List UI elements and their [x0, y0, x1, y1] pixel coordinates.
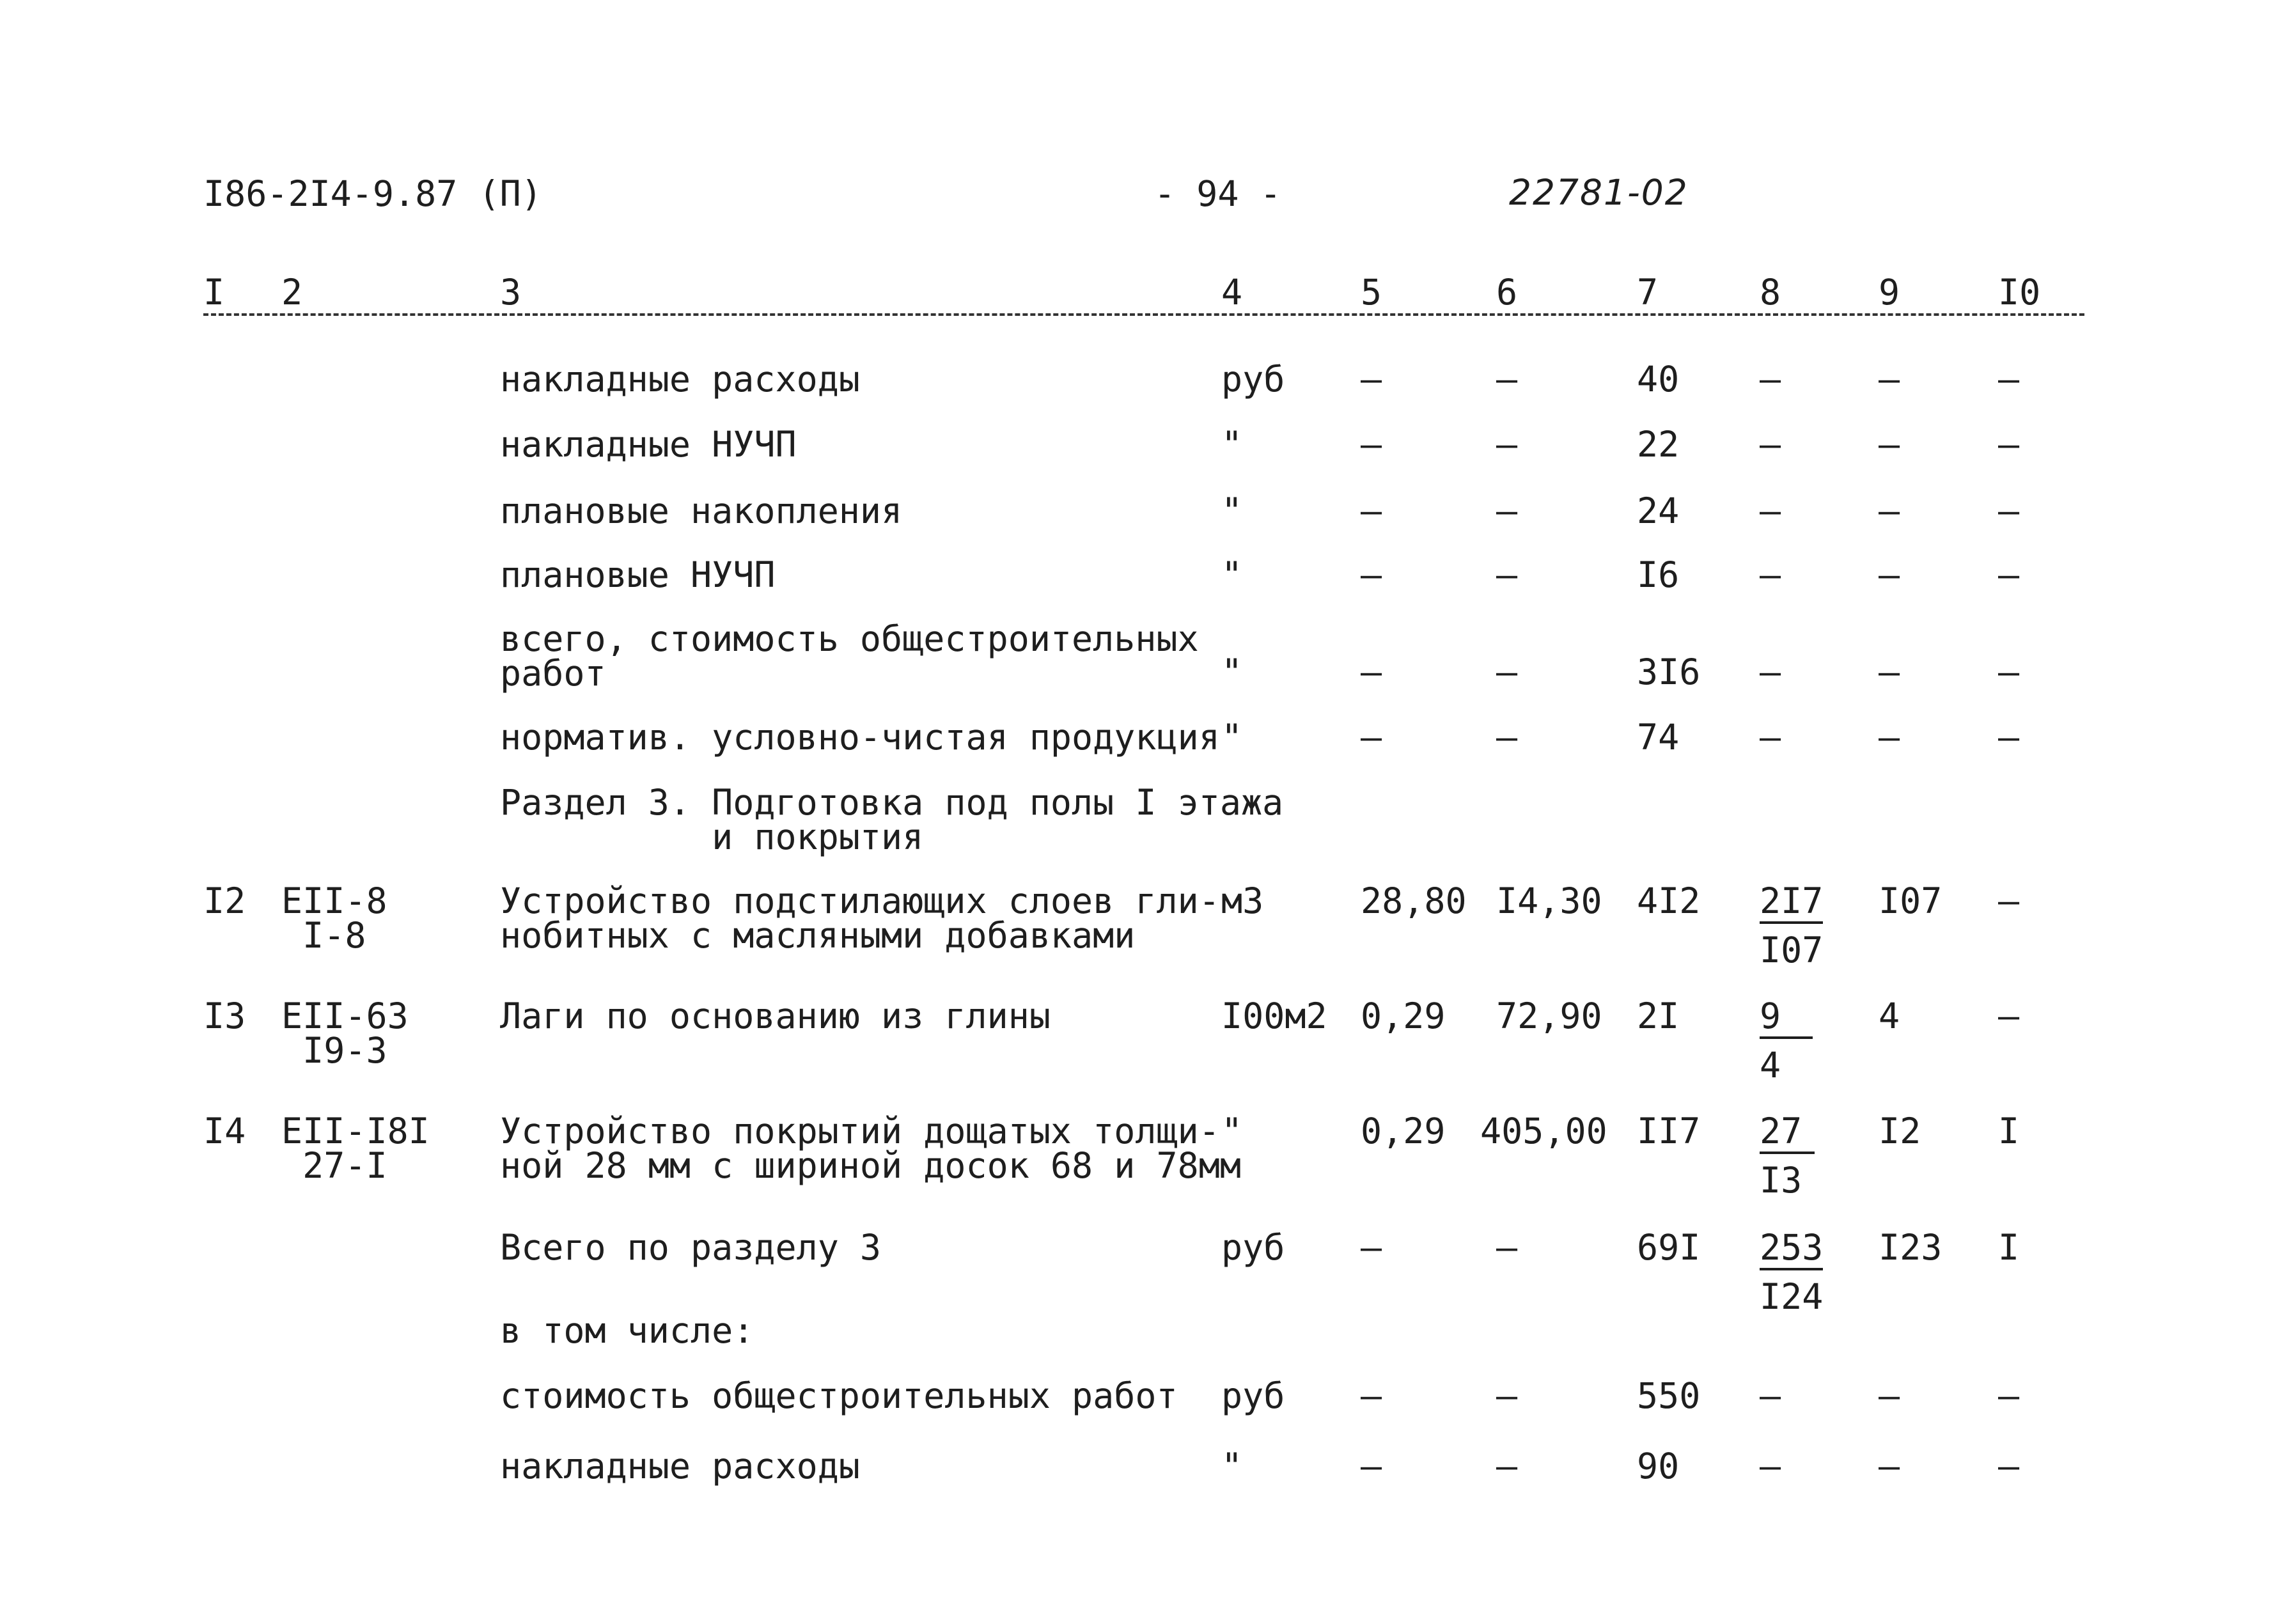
row-description-line1: Устройство покрытий дощатых толщи-	[500, 1111, 1220, 1152]
column-header: I0	[1998, 272, 2041, 313]
row-unit: "	[1221, 554, 1243, 595]
row-col5: –	[1361, 554, 1382, 595]
row-unit: м3	[1221, 880, 1264, 921]
fraction-denominator: I3	[1760, 1160, 1802, 1201]
row-unit: "	[1221, 490, 1243, 531]
row-col10: –	[1998, 1446, 2020, 1487]
section-title-line2: и покрытия	[500, 816, 924, 857]
fraction-numerator: 27	[1760, 1114, 1815, 1154]
fraction-denominator: I24	[1760, 1276, 1824, 1317]
row-col6: –	[1496, 424, 1518, 465]
fraction-numerator: 2I7	[1760, 884, 1823, 924]
row-col6: –	[1496, 490, 1518, 531]
row-col5: 0,29	[1361, 995, 1446, 1036]
fraction-denominator: 4	[1760, 1045, 1781, 1086]
row-number: I4	[203, 1111, 246, 1152]
row-col9: I2	[1879, 1111, 1921, 1152]
row-col8: –	[1760, 1375, 1781, 1416]
row-unit: I00м2	[1221, 995, 1327, 1036]
row-col7: 3I6	[1637, 652, 1701, 692]
row-col10: –	[1998, 1375, 2020, 1416]
row-col7: 4I2	[1637, 880, 1701, 921]
row-col7: 2I	[1637, 995, 1680, 1036]
row-code-line2: I9-3	[281, 1030, 387, 1071]
row-description: в том числе:	[500, 1310, 754, 1351]
row-description-line2: ной 28 мм с шириной досок 68 и 78мм	[500, 1145, 1241, 1186]
row-col6: I4,30	[1496, 880, 1602, 921]
row-unit: руб	[1221, 359, 1285, 400]
row-description-line1: Устройство подстилающих слоев гли-	[500, 880, 1220, 921]
row-col10: –	[1998, 359, 2020, 400]
row-code-line1: EII-63	[281, 995, 409, 1036]
row-col7: I6	[1637, 554, 1680, 595]
row-col5: –	[1361, 717, 1382, 758]
row-number: I3	[203, 995, 246, 1036]
row-col9: I07	[1879, 880, 1942, 921]
row-col5: –	[1361, 359, 1382, 400]
row-col8-fraction	[1760, 995, 1813, 1086]
row-col7: 550	[1637, 1375, 1701, 1416]
row-col8-fraction	[1760, 1111, 1815, 1201]
row-code	[281, 995, 409, 1071]
row-col6: –	[1496, 359, 1518, 400]
row-col10: –	[1998, 880, 2020, 921]
section-title	[500, 782, 1284, 857]
row-col7: II7	[1637, 1111, 1701, 1152]
row-code	[281, 880, 387, 956]
row-col6: –	[1496, 717, 1518, 758]
row-col5: –	[1361, 1375, 1382, 1416]
fraction-denominator: I07	[1760, 930, 1824, 971]
row-description: плановые накопления	[500, 490, 903, 531]
column-header: 4	[1221, 272, 1243, 313]
row-col9: –	[1879, 717, 1900, 758]
row-col5: –	[1361, 652, 1382, 692]
row-col8: –	[1760, 490, 1781, 531]
header-divider	[203, 313, 2084, 316]
row-col5: 28,80	[1361, 880, 1467, 921]
row-description: накладные расходы	[500, 359, 860, 400]
row-col5: 0,29	[1361, 1111, 1446, 1152]
row-col8: –	[1760, 717, 1781, 758]
row-col6: –	[1496, 652, 1518, 692]
row-unit: руб	[1221, 1227, 1285, 1268]
column-header: 2	[281, 272, 303, 313]
row-col10: –	[1998, 652, 2020, 692]
row-code	[281, 1111, 430, 1186]
row-description: накладные НУЧП	[500, 424, 797, 465]
fraction-numerator: 9	[1760, 999, 1813, 1039]
row-description-line1: всего, стоимость общестроительных	[500, 618, 1199, 659]
row-description-line2: нобитных с масляными добавками	[500, 915, 1136, 956]
row-col6: 72,90	[1496, 995, 1602, 1036]
row-description: норматив. условно-чистая продукция	[500, 717, 1220, 758]
column-header: 3	[500, 272, 522, 313]
row-col10: –	[1998, 717, 2020, 758]
row-col6: –	[1496, 1375, 1518, 1416]
row-col5: –	[1361, 1227, 1382, 1268]
row-description: Лаги по основанию из глины	[500, 995, 1051, 1036]
fraction-numerator: 253	[1760, 1230, 1823, 1270]
row-col5: –	[1361, 424, 1382, 465]
column-header: 6	[1496, 272, 1518, 313]
row-col7: 22	[1637, 424, 1680, 465]
row-col8: –	[1760, 554, 1781, 595]
row-description: накладные расходы	[500, 1446, 860, 1487]
row-col10: –	[1998, 424, 2020, 465]
row-col8-fraction	[1760, 1227, 1824, 1317]
row-col7: 40	[1637, 359, 1680, 400]
row-unit: руб	[1221, 1375, 1285, 1416]
row-col9: –	[1879, 652, 1900, 692]
row-description: плановые НУЧП	[500, 554, 776, 595]
row-col8: –	[1760, 424, 1781, 465]
row-col5: –	[1361, 1446, 1382, 1487]
row-unit: "	[1221, 1111, 1243, 1152]
column-header: 9	[1879, 272, 1900, 313]
row-description: Всего по разделу 3	[500, 1227, 882, 1268]
row-col9: –	[1879, 359, 1900, 400]
row-col10: –	[1998, 554, 2020, 595]
row-col9: –	[1879, 490, 1900, 531]
row-unit: "	[1221, 717, 1243, 758]
row-col7: 24	[1637, 490, 1680, 531]
page-number: - 94 -	[1154, 173, 1281, 214]
row-col5: –	[1361, 490, 1382, 531]
row-col9: –	[1879, 554, 1900, 595]
column-header: 5	[1361, 272, 1382, 313]
row-col9: –	[1879, 1446, 1900, 1487]
row-code-line1: EII-I8I	[281, 1111, 430, 1152]
document-code: I86-2I4-9.87 (П)	[203, 173, 542, 214]
row-col6: 405,00	[1480, 1111, 1607, 1152]
column-header: 7	[1637, 272, 1659, 313]
row-description: стоимость общестроительных работ	[500, 1375, 1178, 1416]
row-code-line1: EII-8	[281, 880, 387, 921]
row-col8-fraction	[1760, 880, 1824, 971]
row-col10: I	[1998, 1227, 2020, 1268]
row-number: I2	[203, 880, 246, 921]
row-col7: 90	[1637, 1446, 1680, 1487]
row-col10: –	[1998, 490, 2020, 531]
row-col9: 4	[1879, 995, 1900, 1036]
row-unit: "	[1221, 424, 1243, 465]
row-col9: –	[1879, 424, 1900, 465]
row-code-line2: I-8	[281, 915, 366, 956]
column-header: 8	[1760, 272, 1781, 313]
handwritten-number: 22781-02	[1509, 172, 1689, 213]
row-col6: –	[1496, 554, 1518, 595]
row-col6: –	[1496, 1446, 1518, 1487]
row-description	[500, 1111, 1243, 1186]
row-col8: –	[1760, 1446, 1781, 1487]
row-col8: –	[1760, 359, 1781, 400]
column-header: I	[203, 272, 225, 313]
row-code-line2: 27-I	[281, 1145, 387, 1186]
row-col9: I23	[1879, 1227, 1942, 1268]
row-description	[500, 618, 1199, 694]
row-col7: 74	[1637, 717, 1680, 758]
row-unit: "	[1221, 1446, 1243, 1487]
row-description-line2: работ	[500, 653, 606, 694]
row-description	[500, 880, 1220, 956]
row-col6: –	[1496, 1227, 1518, 1268]
section-title-line1: Раздел 3. Подготовка под полы I этажа	[500, 782, 1284, 823]
row-col9: –	[1879, 1375, 1900, 1416]
row-col7: 69I	[1637, 1227, 1701, 1268]
row-col8: –	[1760, 652, 1781, 692]
row-unit: "	[1221, 652, 1243, 692]
row-col10: I	[1998, 1111, 2020, 1152]
row-col10: –	[1998, 995, 2020, 1036]
